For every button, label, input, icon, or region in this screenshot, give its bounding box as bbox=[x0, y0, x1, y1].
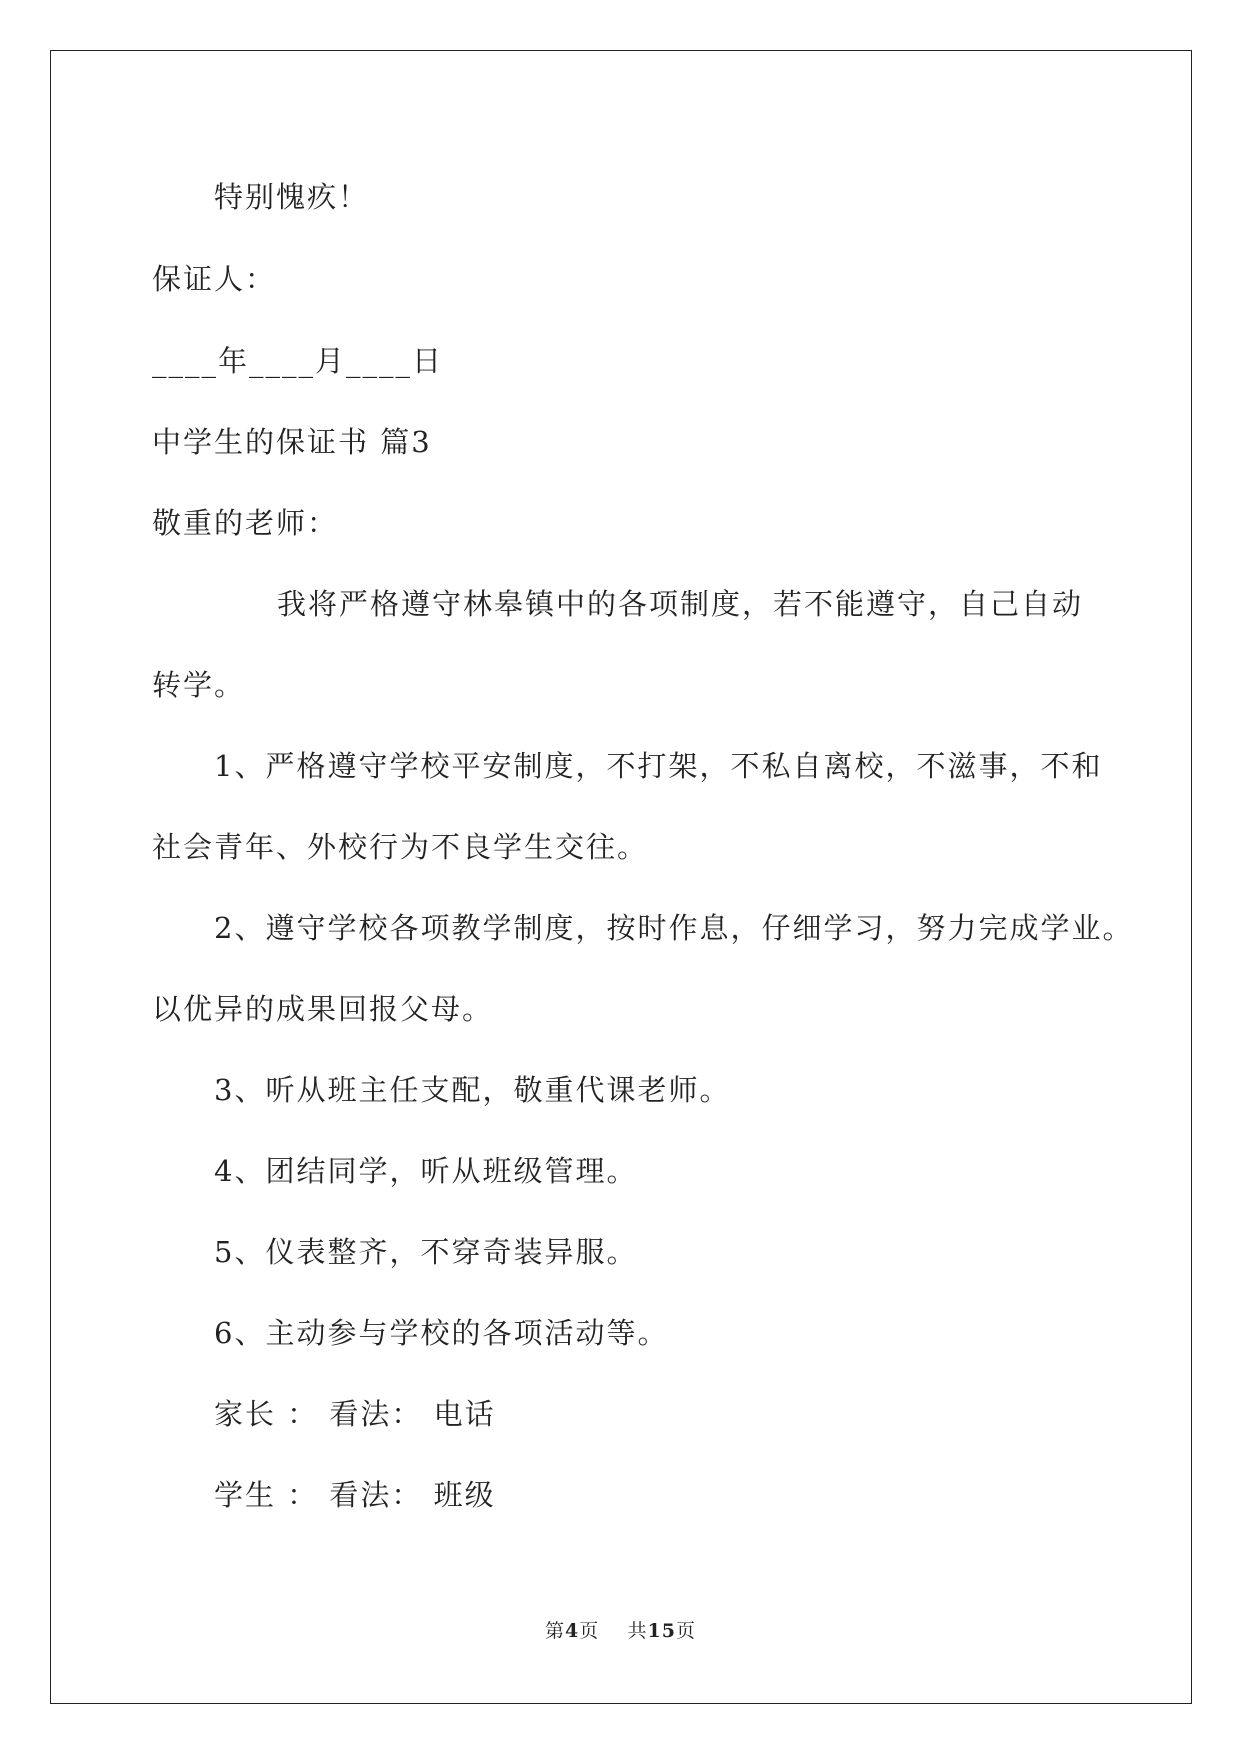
text-line: 转学。 bbox=[152, 668, 246, 702]
text-line: 特别愧疚！ bbox=[214, 180, 370, 214]
list-item: 3、听从班主任支配，敬重代课老师。 bbox=[214, 1073, 731, 1107]
page-footer bbox=[0, 1616, 1241, 1643]
page-prefix: 第 bbox=[545, 1620, 566, 1642]
total-suffix: 页 bbox=[675, 1620, 696, 1642]
text-line: 以优异的成果回报父母。 bbox=[152, 992, 494, 1026]
page-border bbox=[50, 50, 1192, 1704]
list-item: 5、仪表整齐，不穿奇装异服。 bbox=[214, 1235, 638, 1269]
section-heading: 中学生的保证书 篇3 bbox=[152, 425, 432, 459]
text-line: 我将严格遵守林皋镇中的各项制度，若不能遵守，自己自动 bbox=[277, 587, 1084, 621]
list-item: 2、遵守学校各项教学制度，按时作息，仔细学习，努力完成学业。 bbox=[214, 911, 1134, 945]
page-suffix: 页 bbox=[579, 1620, 600, 1642]
list-item: 6、主动参与学校的各项活动等。 bbox=[214, 1316, 669, 1350]
list-item: 4、团结同学，听从班级管理。 bbox=[214, 1154, 638, 1188]
signature-line: 家长 ： 看法： 电话 bbox=[214, 1397, 496, 1431]
text-line: 社会青年、外校行为不良学生交往。 bbox=[152, 830, 649, 864]
total-pages: 15 bbox=[647, 1620, 676, 1642]
page-number: 4 bbox=[565, 1620, 580, 1642]
text-line: ____年____月____日 bbox=[152, 344, 444, 378]
salutation: 敬重的老师： bbox=[152, 506, 339, 540]
list-item: 1、严格遵守学校平安制度，不打架，不私自离校，不滋事，不和 bbox=[214, 749, 1103, 783]
text-line: 保证人： bbox=[152, 262, 277, 296]
total-prefix: 共 bbox=[627, 1620, 648, 1642]
signature-line: 学生 ： 看法： 班级 bbox=[214, 1478, 496, 1512]
